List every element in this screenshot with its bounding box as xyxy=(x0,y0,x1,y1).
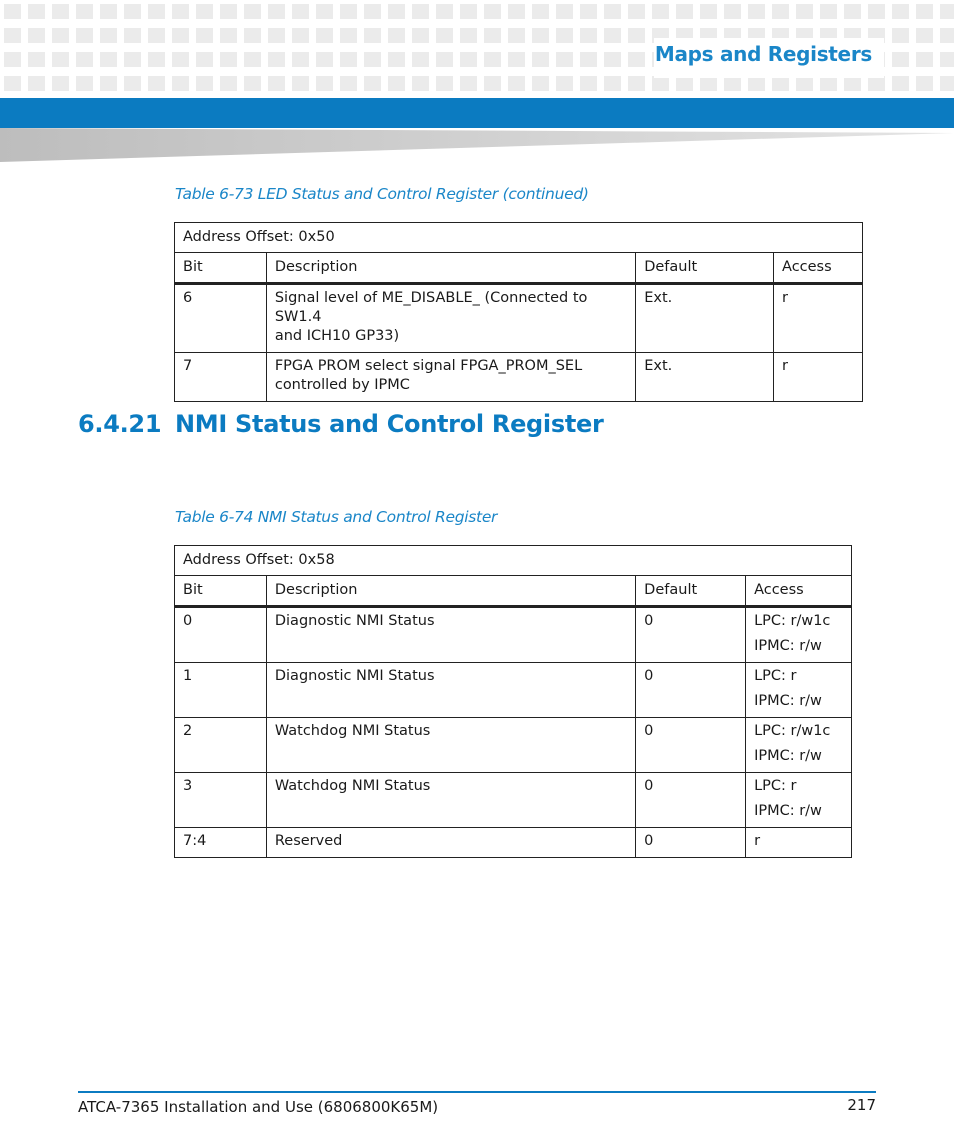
description-cell: Watchdog NMI Status xyxy=(266,718,635,773)
access-line: IPMC: r/w xyxy=(754,803,822,819)
header-section-title: Maps and Registers xyxy=(654,42,872,66)
section-heading xyxy=(78,410,604,438)
access-cell: r xyxy=(774,284,863,353)
footer-document-title: ATCA-7365 Installation and Use (6806800K65M) xyxy=(78,1098,439,1116)
header-gray-swoosh xyxy=(0,128,954,164)
bit-cell: 7:4 xyxy=(175,828,267,858)
access-cell xyxy=(746,663,852,718)
table-74-address: Address Offset: 0x58 xyxy=(175,546,852,576)
table-row xyxy=(175,607,852,663)
table-74 xyxy=(174,545,852,858)
description-line: Signal level of ME_DISABLE_ (Connected to SW1.4 xyxy=(274,290,588,325)
default-cell: 0 xyxy=(636,773,746,828)
description-cell: Reserved xyxy=(266,828,635,858)
access-cell: r xyxy=(746,828,852,858)
header-blue-band xyxy=(0,98,954,128)
description-cell xyxy=(266,353,635,402)
access-line: LPC: r xyxy=(754,778,797,794)
description-cell: Diagnostic NMI Status xyxy=(266,663,635,718)
column-header-default: Default xyxy=(636,576,746,607)
default-cell: 0 xyxy=(636,828,746,858)
table-row xyxy=(175,773,852,828)
table-74-header-row xyxy=(175,576,852,607)
table-row xyxy=(175,828,852,858)
bit-cell: 6 xyxy=(175,284,267,353)
access-line: LPC: r/w1c xyxy=(754,723,831,739)
bit-cell: 0 xyxy=(175,607,267,663)
bit-cell: 7 xyxy=(175,353,267,402)
table-row xyxy=(175,353,863,402)
description-cell: Diagnostic NMI Status xyxy=(266,607,635,663)
column-header-bit: Bit xyxy=(175,253,267,284)
access-cell xyxy=(746,718,852,773)
section-title: NMI Status and Control Register xyxy=(175,410,604,438)
footer-page-number: 217 xyxy=(847,1096,876,1114)
column-header-access: Access xyxy=(746,576,852,607)
default-cell: Ext. xyxy=(636,284,774,353)
table-73-header-row xyxy=(175,253,863,284)
description-line: FPGA PROM select signal FPGA_PROM_SEL xyxy=(274,358,583,374)
column-header-default: Default xyxy=(636,253,774,284)
access-cell xyxy=(746,773,852,828)
bit-cell: 1 xyxy=(175,663,267,718)
bit-cell: 3 xyxy=(175,773,267,828)
section-number: 6.4.21 xyxy=(78,410,162,438)
table-74-caption: Table 6-74 NMI Status and Control Register xyxy=(175,508,498,526)
access-cell xyxy=(746,607,852,663)
bit-cell: 2 xyxy=(175,718,267,773)
access-line: IPMC: r/w xyxy=(754,638,822,654)
default-cell: Ext. xyxy=(636,353,774,402)
description-line: and ICH10 GP33) xyxy=(274,328,400,344)
table-73-address: Address Offset: 0x50 xyxy=(175,223,863,253)
column-header-description: Description xyxy=(266,253,635,284)
access-line: LPC: r/w1c xyxy=(754,613,831,629)
description-line: controlled by IPMC xyxy=(274,377,410,393)
table-74-address-row xyxy=(175,546,852,576)
table-row xyxy=(175,284,863,353)
default-cell: 0 xyxy=(636,663,746,718)
description-cell xyxy=(266,284,635,353)
table-row xyxy=(175,718,852,773)
table-row xyxy=(175,663,852,718)
column-header-description: Description xyxy=(266,576,635,607)
column-header-access: Access xyxy=(774,253,863,284)
access-cell: r xyxy=(774,353,863,402)
description-cell: Watchdog NMI Status xyxy=(266,773,635,828)
access-line: IPMC: r/w xyxy=(754,748,822,764)
table-73 xyxy=(174,222,863,402)
table-73-caption: Table 6-73 LED Status and Control Register (continued) xyxy=(175,185,589,203)
footer-rule xyxy=(78,1091,876,1093)
default-cell: 0 xyxy=(636,718,746,773)
access-line: LPC: r xyxy=(754,668,797,684)
table-73-address-row xyxy=(175,223,863,253)
access-line: IPMC: r/w xyxy=(754,693,822,709)
column-header-bit: Bit xyxy=(175,576,267,607)
default-cell: 0 xyxy=(636,607,746,663)
